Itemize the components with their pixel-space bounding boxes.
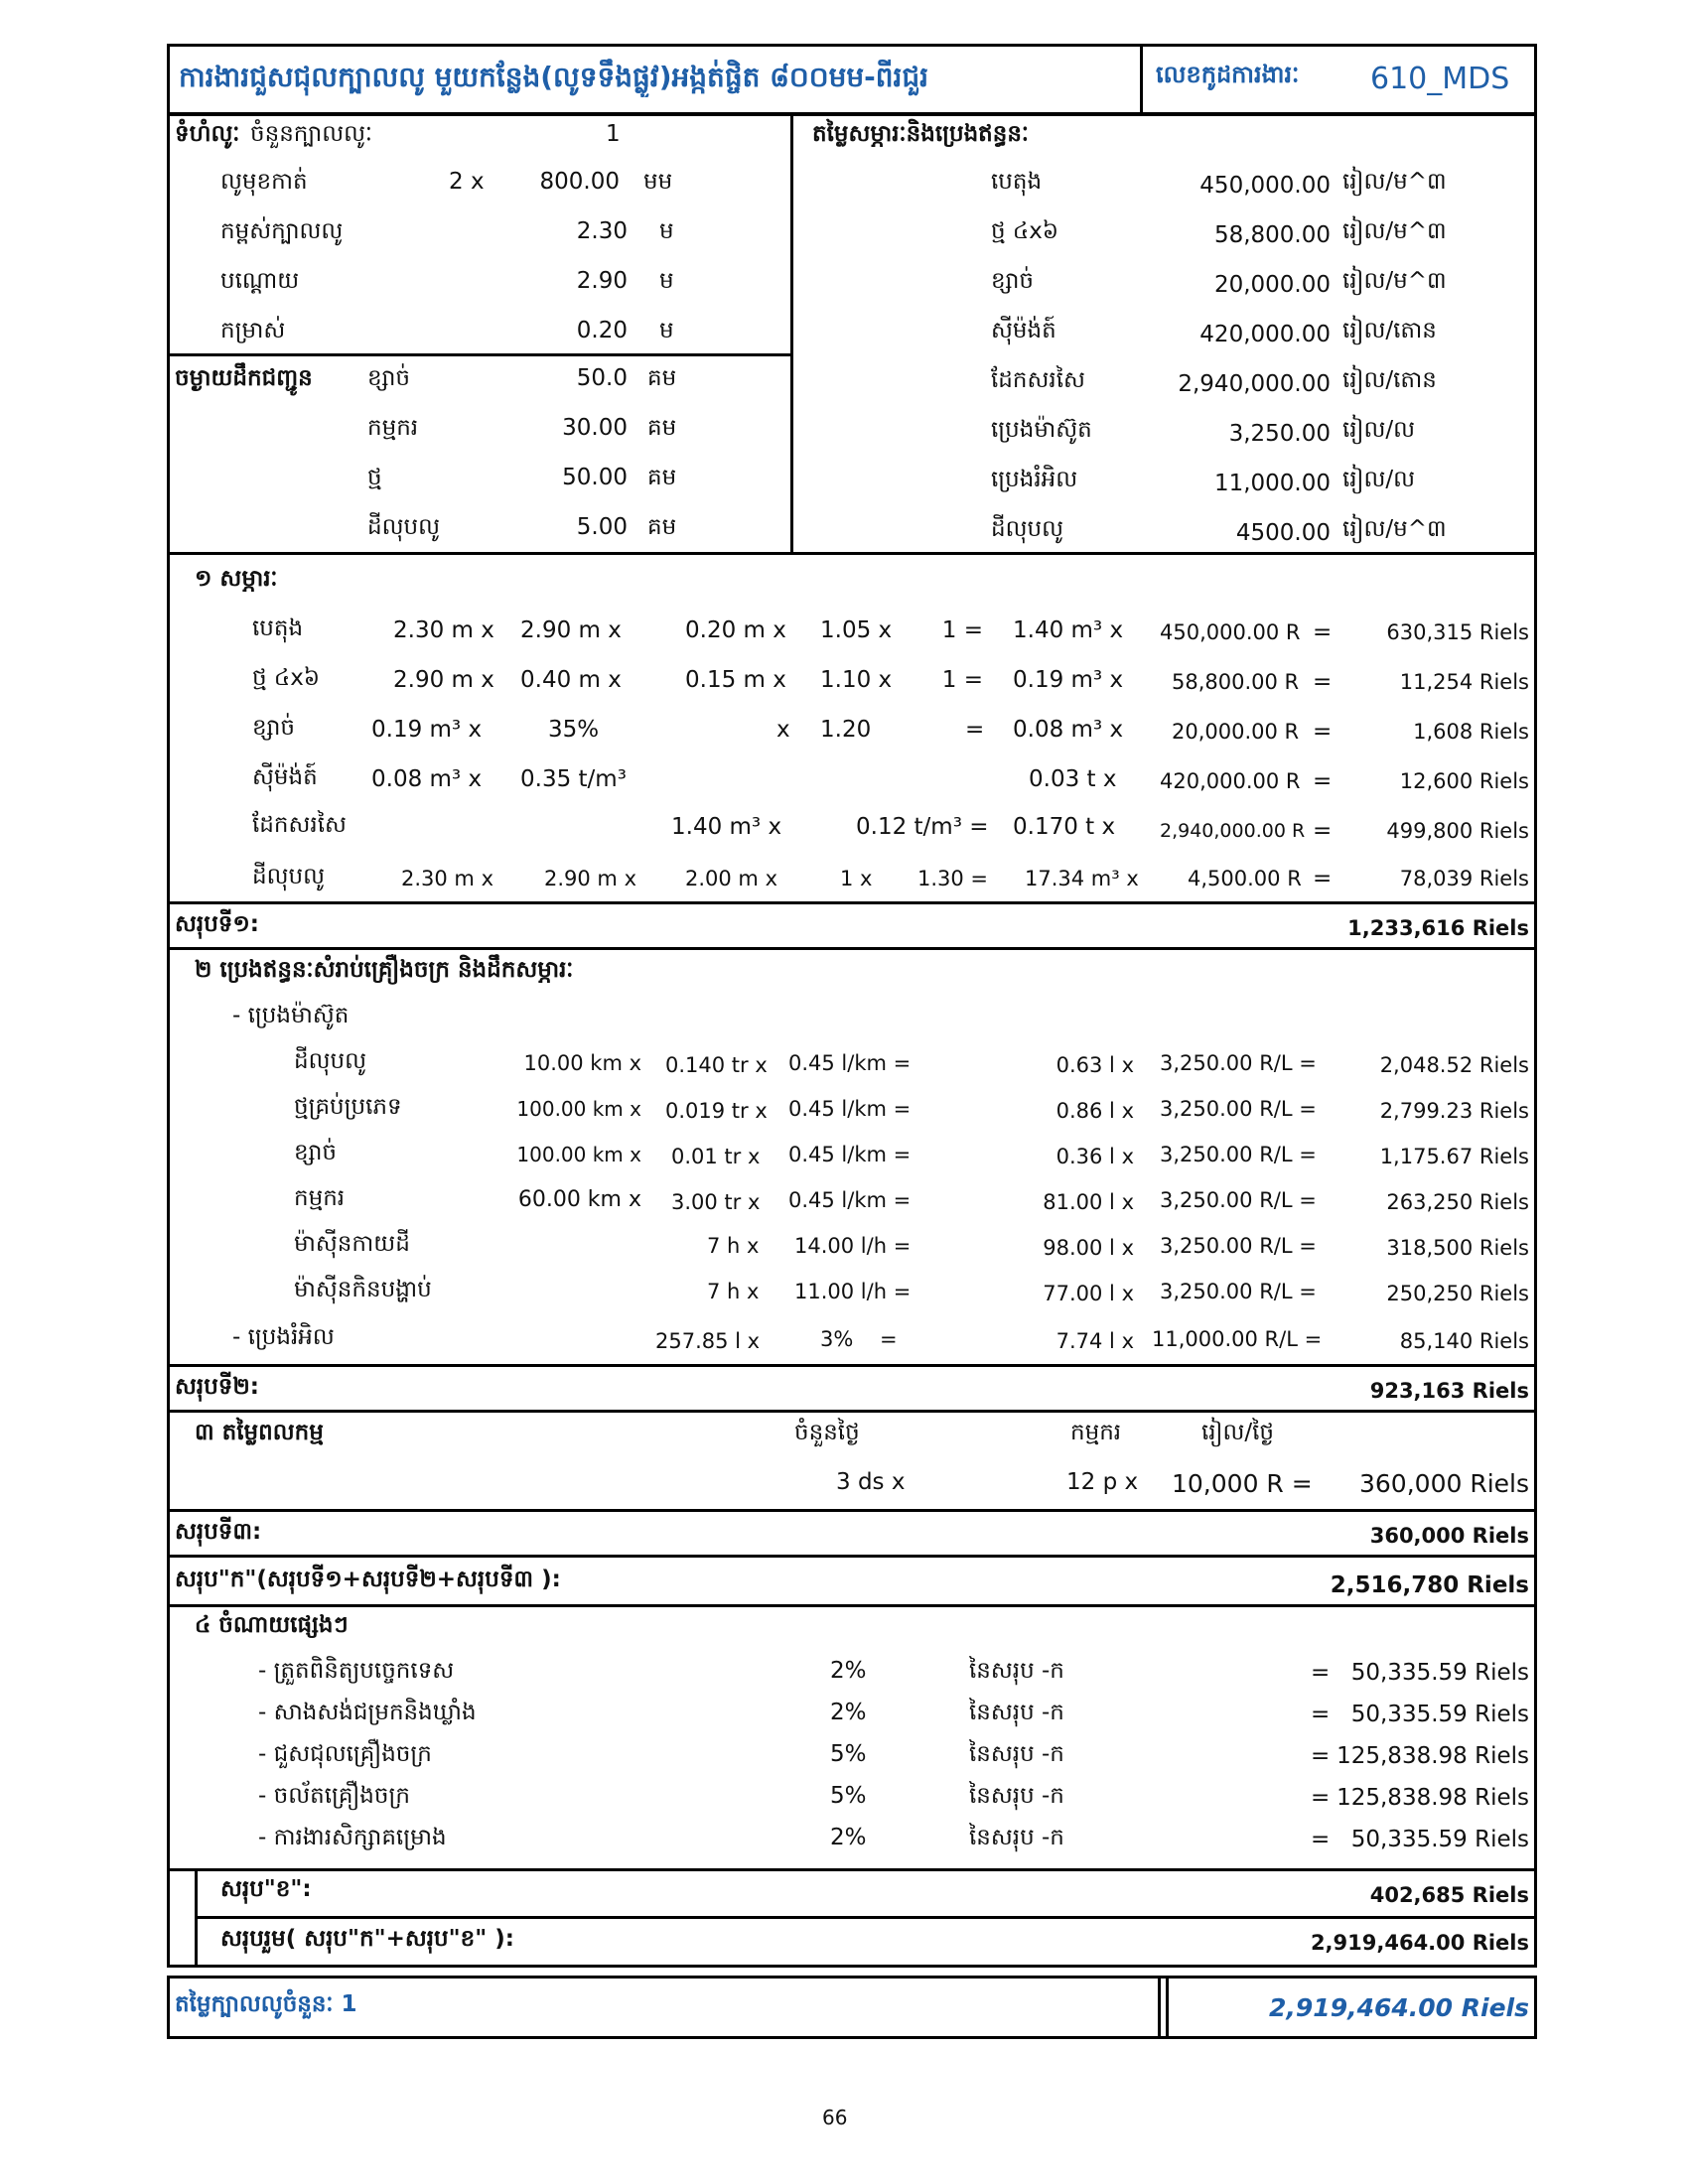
s2-cell: 3.00 tr x xyxy=(671,1190,761,1214)
s2-cell: 0.140 tr x xyxy=(665,1053,768,1077)
s2-item: ថ្មគ្រប់ប្រភេទ xyxy=(294,1094,402,1120)
s1-cell: 20,000.00 R xyxy=(1172,720,1300,744)
s2-cell: 14.00 l/h = xyxy=(794,1234,912,1258)
price-label: ខ្សាច់ xyxy=(991,268,1035,294)
s4-amount: 50,335.59 Riels xyxy=(1350,1827,1529,1852)
dimensions-heading: ទំហំលូៈ xyxy=(175,121,240,147)
s2-cell: 3,250.00 R/L = xyxy=(1160,1280,1317,1303)
dim-label: បណ្តោយ xyxy=(220,268,300,294)
dim-label: កម្ពស់ក្បាលលូ xyxy=(220,218,344,244)
s2-item: ម៉ាស៊ីនកិនបង្ហាប់ xyxy=(294,1277,432,1302)
s2-cell: 0.45 l/km = xyxy=(788,1097,912,1121)
transport-unit: គម xyxy=(647,415,677,441)
head-count-value: 1 xyxy=(606,121,621,147)
section3-heading: ៣ តម្លៃពលកម្ម xyxy=(195,1420,324,1445)
dim-value: 800.00 xyxy=(539,169,620,195)
col-days-header: ចំនួនថ្ងៃ xyxy=(794,1420,860,1445)
s1-cell: 420,000.00 R xyxy=(1160,769,1301,793)
price-label: ស៊ីម៉ង់ត៍ xyxy=(991,318,1056,343)
s1-cell: x xyxy=(776,717,790,743)
work-code-label: លេខកូដការងារៈ xyxy=(1156,61,1300,88)
s1-item: ខ្សាច់ xyxy=(252,715,296,741)
s4-pct: 2% xyxy=(830,1700,867,1725)
s1-cell: 1.10 x xyxy=(820,667,893,693)
s1-cell: 4,500.00 R xyxy=(1188,867,1302,890)
s1-total-label: សរុបទី១: xyxy=(175,911,260,937)
s1-cell: 1 = xyxy=(941,617,983,643)
s1-cell: = xyxy=(965,717,985,743)
s2-cell: 0.45 l/km = xyxy=(788,1051,912,1075)
s2-cell: 11.00 l/h = xyxy=(794,1280,912,1303)
s2-cell: 60.00 km x xyxy=(517,1187,641,1212)
s1-amount: 12,600 Riels xyxy=(1399,769,1529,793)
s2-cell: 0.36 l x xyxy=(1055,1145,1134,1168)
s1-cell: 0.19 m³ x xyxy=(1013,667,1124,693)
price-label: ថ្ម ៤x៦ xyxy=(991,218,1059,244)
s1-item: ស៊ីម៉ង់ត៍ xyxy=(252,764,318,790)
diesel-label: - ប្រេងម៉ាស៊ូត xyxy=(232,1003,350,1028)
s2-item: ខ្សាច់ xyxy=(294,1140,338,1165)
dimensions-bottom-divider xyxy=(167,353,792,356)
subtotal-b-top-line xyxy=(167,1868,1537,1871)
s2-cell: 3,250.00 R/L = xyxy=(1160,1234,1317,1258)
s1-cell: 35% xyxy=(548,717,600,743)
s2-cell: 3,250.00 R/L = xyxy=(1160,1051,1317,1075)
s1-cell: 1 = xyxy=(941,667,983,693)
price-label: ដែកសរសៃ xyxy=(991,367,1085,393)
s4-pct: 5% xyxy=(830,1741,867,1767)
s4-eq: = xyxy=(1311,1743,1331,1769)
footer-label: តម្លៃក្បាលលូចំនួនៈ 1 xyxy=(175,1991,357,2017)
s1-cell: 1 x xyxy=(840,867,873,890)
price-unit: រៀល/ល xyxy=(1342,467,1415,492)
lube-cell: 7.74 l x xyxy=(1055,1329,1134,1353)
price-value: 420,000.00 xyxy=(1199,322,1331,347)
lube-cell: 11,000.00 R/L = xyxy=(1152,1327,1323,1351)
s1-amount: 630,315 Riels xyxy=(1386,620,1529,644)
transport-label: ថ្ម xyxy=(367,465,382,490)
s4-amount: 50,335.59 Riels xyxy=(1350,1660,1529,1686)
s1-total-top-line xyxy=(167,901,1537,904)
params-vertical-divider xyxy=(790,113,793,554)
s1-cell: 2.00 m x xyxy=(685,867,777,890)
s2-total-top-line xyxy=(167,1364,1537,1367)
s4-item: - ត្រួតពិនិត្យបច្ចេកទេស xyxy=(258,1658,455,1684)
transport-label: ខ្សាច់ xyxy=(367,365,411,391)
s1-cell: 0.12 t/m³ = xyxy=(856,814,989,840)
footer-divider xyxy=(1158,1976,1161,2039)
labor-days: 3 ds x xyxy=(836,1469,906,1495)
s4-eq: = xyxy=(1311,1660,1331,1686)
price-value: 11,000.00 xyxy=(1213,471,1331,496)
grand-total-label: សរុបរួម( សរុប"ក"+សរុប"ខ" ): xyxy=(220,1926,514,1952)
subtotal-b-label: សរុប"ខ": xyxy=(220,1876,312,1902)
dim-unit: ម xyxy=(659,268,674,294)
section2-heading: ២ ប្រេងឥន្ធនៈសំរាប់គ្រឿងចក្រ និងដឹកសម្ភារៈ xyxy=(195,957,574,983)
s2-cell: 0.86 l x xyxy=(1055,1099,1134,1123)
s2-total-label: សរុបទី២: xyxy=(175,1374,260,1400)
s1-item: ដែកសរសៃ xyxy=(252,812,347,838)
transport-label: ដីលុបលូ xyxy=(367,514,440,540)
s2-cell: 100.00 km x xyxy=(516,1143,641,1166)
lube-label: - ប្រេងរំអិល xyxy=(232,1324,335,1350)
footer-divider-2 xyxy=(1166,1976,1169,2039)
transport-label: កម្មករ xyxy=(367,415,419,441)
s1-cell: 0.35 t/m³ xyxy=(520,766,627,792)
labor-workers: 12 p x xyxy=(1066,1469,1139,1495)
price-unit: រៀល/ល xyxy=(1342,417,1415,443)
s3-total-label: សរុបទី៣: xyxy=(175,1519,262,1545)
s1-cell: = xyxy=(1313,768,1333,794)
s2-cell: 0.63 l x xyxy=(1055,1053,1134,1077)
dim-value: 2.30 xyxy=(576,218,628,244)
s4-amount: 125,838.98 Riels xyxy=(1336,1743,1529,1769)
dim-mult: 2 x xyxy=(449,169,485,195)
prices-heading: តម្លៃសម្ភារៈនិងប្រេងឥន្ធនៈ xyxy=(812,121,1029,147)
price-value: 20,000.00 xyxy=(1213,272,1331,298)
subtotal-a-value: 2,516,780 Riels xyxy=(1330,1572,1529,1598)
header-divider xyxy=(1140,44,1143,115)
dim-value: 0.20 xyxy=(576,318,628,343)
s1-cell: 1.20 xyxy=(820,717,872,743)
grand-total-value: 2,919,464.00 Riels xyxy=(1310,1931,1529,1955)
s1-cell: 2.30 m x xyxy=(393,617,494,643)
page-title: ការងារជួសជុលក្បាលលូ មួយកន្លែង(លូទទឹងផ្លូវ)អង្កត់ផ្ចិត ៨០០មម-ពីរជួរ xyxy=(179,61,929,93)
price-unit: រៀល/ម^៣ xyxy=(1342,169,1447,195)
col-rate-header: រៀល/ថ្ងៃ xyxy=(1201,1420,1274,1445)
transport-value: 50.0 xyxy=(576,365,628,391)
s1-amount: 1,608 Riels xyxy=(1413,720,1529,744)
s2-cell: 0.45 l/km = xyxy=(788,1143,912,1166)
transport-value: 5.00 xyxy=(576,514,628,540)
price-label: បេតុង xyxy=(991,169,1043,195)
price-value: 58,800.00 xyxy=(1213,222,1331,248)
s1-cell: 0.15 m x xyxy=(685,667,786,693)
s2-amount: 2,048.52 Riels xyxy=(1379,1053,1529,1077)
s2-cell: 7 h x xyxy=(707,1234,760,1258)
price-label: ដីលុបលូ xyxy=(991,516,1063,542)
transport-value: 50.00 xyxy=(562,465,628,490)
s4-eq: = xyxy=(1311,1785,1331,1811)
page-number: 66 xyxy=(822,2106,848,2129)
labor-rate: 10,000 R = xyxy=(1172,1469,1313,1498)
s1-cell: 58,800.00 R xyxy=(1172,670,1300,694)
s4-pct: 2% xyxy=(830,1658,867,1684)
s2-amount: 250,250 Riels xyxy=(1386,1282,1529,1305)
s1-total-bottom-line xyxy=(167,947,1537,950)
s1-cell: 2.90 m x xyxy=(544,867,636,890)
dim-unit: ម xyxy=(659,318,674,343)
s3-total-top-line xyxy=(167,1509,1537,1512)
s4-pct: 2% xyxy=(830,1825,867,1850)
s1-cell: 2.90 m x xyxy=(393,667,494,693)
params-bottom-divider xyxy=(167,552,1537,555)
head-count-label: ចំនួនក្បាលលូៈ xyxy=(250,121,373,147)
s1-cell: = xyxy=(1313,866,1333,891)
transport-heading: ចម្ងាយដឹកជញ្ជូន xyxy=(175,365,313,391)
s4-of: នៃសរុប -ក xyxy=(969,1825,1064,1850)
s1-cell: 0.19 m³ x xyxy=(371,717,483,743)
s2-cell: 3,250.00 R/L = xyxy=(1160,1188,1317,1212)
s1-cell: 1.30 = xyxy=(917,867,989,890)
s1-cell: = xyxy=(1313,669,1333,695)
s2-cell: 77.00 l x xyxy=(1043,1282,1134,1305)
s2-item: ម៉ាស៊ីនកាយដី xyxy=(294,1231,410,1257)
price-value: 2,940,000.00 xyxy=(1178,371,1331,397)
labor-amount: 360,000 Riels xyxy=(1359,1469,1529,1498)
s4-amount: 50,335.59 Riels xyxy=(1350,1702,1529,1727)
s1-cell: 1.40 m³ x xyxy=(671,814,782,840)
s2-total-bottom-line xyxy=(167,1410,1537,1413)
s2-cell: 3,250.00 R/L = xyxy=(1160,1143,1317,1166)
s4-of: នៃសរុប -ក xyxy=(969,1700,1064,1725)
subtotal-b-bottom-line xyxy=(195,1916,1537,1919)
s1-amount: 78,039 Riels xyxy=(1399,867,1529,890)
s1-cell: 0.03 t x xyxy=(1029,766,1117,792)
s2-cell: 0.01 tr x xyxy=(671,1145,761,1168)
s2-total-value: 923,163 Riels xyxy=(1369,1379,1529,1403)
s2-cell: 0.019 tr x xyxy=(665,1099,768,1123)
section4-heading: ៤ ចំណាយផ្សេងៗ xyxy=(195,1612,349,1638)
s2-item: ដីលុបលូ xyxy=(294,1048,366,1074)
s4-item: - សាងសង់ជម្រកនិងឃ្លាំង xyxy=(258,1700,477,1725)
s4-item: - ចល័តគ្រឿងចក្រ xyxy=(258,1783,410,1809)
dim-label: លូមុខកាត់ xyxy=(220,169,308,195)
dim-unit: មម xyxy=(643,169,673,195)
s1-cell: 450,000.00 R xyxy=(1160,620,1301,644)
s2-cell: 81.00 l x xyxy=(1043,1190,1134,1214)
s1-cell: 2.90 m x xyxy=(520,617,622,643)
s3-total-value: 360,000 Riels xyxy=(1369,1524,1529,1548)
subtotal-b-value: 402,685 Riels xyxy=(1369,1883,1529,1907)
price-unit: រៀល/ម^៣ xyxy=(1342,516,1447,542)
s2-cell: 0.45 l/km = xyxy=(788,1188,912,1212)
s3-total-bottom-line xyxy=(167,1555,1537,1558)
price-unit: រៀល/តោន xyxy=(1342,367,1437,393)
price-value: 4500.00 xyxy=(1235,520,1331,546)
dim-label: កម្រាស់ xyxy=(220,318,286,343)
s1-cell: = xyxy=(1313,619,1333,645)
s1-cell: 0.08 m³ x xyxy=(371,766,483,792)
s4-item: - ការងារសិក្សាគម្រោង xyxy=(258,1825,447,1850)
s1-cell: 17.34 m³ x xyxy=(1025,867,1139,890)
s4-eq: = xyxy=(1311,1702,1331,1727)
s1-amount: 11,254 Riels xyxy=(1399,670,1529,694)
s2-amount: 2,799.23 Riels xyxy=(1379,1099,1529,1123)
lube-cell: 3% xyxy=(820,1327,854,1351)
price-unit: រៀល/ម^៣ xyxy=(1342,268,1447,294)
dim-value: 2.90 xyxy=(576,268,628,294)
price-value: 3,250.00 xyxy=(1228,421,1331,447)
s2-cell: 100.00 km x xyxy=(516,1097,641,1121)
s1-cell: = xyxy=(1313,818,1333,844)
s1-cell: 0.20 m x xyxy=(685,617,786,643)
s1-cell: 0.170 t x xyxy=(1013,814,1116,840)
s4-pct: 5% xyxy=(830,1783,867,1809)
s1-amount: 499,800 Riels xyxy=(1386,819,1529,843)
s1-item: ដីលុបលូ xyxy=(252,864,325,889)
s2-amount: 85,140 Riels xyxy=(1399,1329,1529,1353)
transport-value: 30.00 xyxy=(562,415,628,441)
s2-cell: 10.00 km x xyxy=(523,1051,641,1075)
price-unit: រៀល/ម^៣ xyxy=(1342,218,1447,244)
subtotal-a-label: សរុប"ក"(សរុបទី១+សរុបទី២+សរុបទី៣ ): xyxy=(175,1567,561,1592)
footer-value: 2,919,464.00 Riels xyxy=(1269,1993,1529,2022)
subtotal-a-bottom-line xyxy=(167,1604,1537,1607)
s4-item: - ជួសជុលគ្រឿងចក្រ xyxy=(258,1741,432,1767)
transport-unit: គម xyxy=(647,514,677,540)
s2-cell: 7 h x xyxy=(707,1280,760,1303)
s2-item: កម្មករ xyxy=(294,1185,346,1211)
s1-cell: = xyxy=(1313,719,1333,745)
s4-of: នៃសរុប -ក xyxy=(969,1741,1064,1767)
s4-of: នៃសរុប -ក xyxy=(969,1658,1064,1684)
price-value: 450,000.00 xyxy=(1199,173,1331,199)
transport-unit: គម xyxy=(647,465,677,490)
work-code-value: 610_MDS xyxy=(1370,62,1510,96)
s2-amount: 318,500 Riels xyxy=(1386,1236,1529,1260)
transport-unit: គម xyxy=(647,365,677,391)
col-workers-header: កម្មករ xyxy=(1070,1420,1122,1445)
s1-cell: 1.05 x xyxy=(820,617,893,643)
s1-item: ថ្ម ៤x៦ xyxy=(252,665,321,691)
price-unit: រៀល/តោន xyxy=(1342,318,1437,343)
s1-cell: 0.40 m x xyxy=(520,667,622,693)
s4-of: នៃសរុប -ក xyxy=(969,1783,1064,1809)
lube-cell: = xyxy=(880,1327,898,1351)
lube-cell: 257.85 l x xyxy=(655,1329,761,1353)
s4-amount: 125,838.98 Riels xyxy=(1336,1785,1529,1811)
dim-unit: ម xyxy=(659,218,674,244)
s2-cell: 98.00 l x xyxy=(1043,1236,1134,1260)
section1-heading: ១ សម្ភារៈ xyxy=(195,566,278,592)
price-label: ប្រេងម៉ាស៊ូត xyxy=(991,417,1092,443)
s4-eq: = xyxy=(1311,1827,1331,1852)
s1-cell: 1.40 m³ x xyxy=(1013,617,1124,643)
s2-amount: 1,175.67 Riels xyxy=(1379,1145,1529,1168)
s1-cell: 0.08 m³ x xyxy=(1013,717,1124,743)
s2-cell: 3,250.00 R/L = xyxy=(1160,1097,1317,1121)
s1-item: បេតុង xyxy=(252,615,304,641)
s2-amount: 263,250 Riels xyxy=(1386,1190,1529,1214)
s1-total-value: 1,233,616 Riels xyxy=(1347,916,1529,940)
s1-cell: 2.30 m x xyxy=(401,867,493,890)
s1-cell: 2,940,000.00 R xyxy=(1160,820,1306,842)
price-label: ប្រេងរំអិល xyxy=(991,467,1078,492)
